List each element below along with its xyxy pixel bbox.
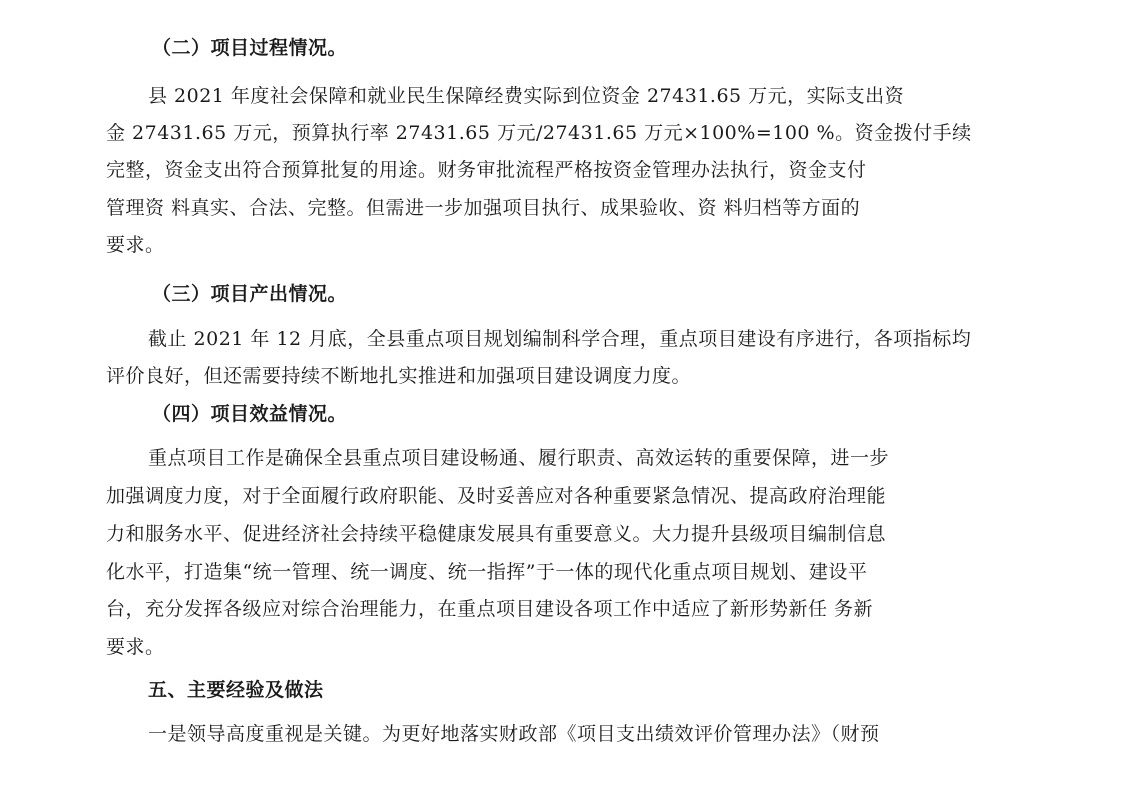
paragraph-line: 要求。	[106, 234, 165, 256]
paragraph-line: 一是领导高度重视是关键。为更好地落实财政部《项目支出绩效评价管理办法》（财预	[148, 723, 880, 745]
paragraph-line: 管理资 料真实、合法、完整。但需进一步加强项目执行、成果验收、资 料归档等方面的	[106, 197, 861, 219]
paragraph-line: 化水平，打造集“统一管理、统一调度、统一指挥”于一体的现代化重点项目规划、建设平	[106, 561, 868, 583]
paragraph-line: 金 27431.65 万元，预算执行率 27431.65 万元/27431.65 万元×100%=100 %。资金拨付手续	[106, 122, 972, 144]
paragraph-line: 台，充分发挥各级应对综合治理能力，在重点项目建设各项工作中适应了新形势新任 务新	[106, 598, 874, 620]
paragraph-line: 力和服务水平、促进经济社会持续平稳健康发展具有重要意义。大力提升县级项目编制信息	[106, 523, 887, 545]
paragraph-line: 评价良好，但还需要持续不断地扎实推进和加强项目建设调度力度。	[106, 365, 692, 387]
paragraph-line: 加强调度力度，对于全面履行政府职能、及时妥善应对各种重要紧急情况、提高政府治理能	[106, 485, 887, 507]
section-heading-benefit: （四）项目效益情况。	[152, 403, 348, 425]
paragraph-line: 截止 2021 年 12 月底，全县重点项目规划编制科学合理，重点项目建设有序进行，各项指标均	[148, 328, 972, 350]
paragraph-line: 重点项目工作是确保全县重点项目建设畅通、履行职责、高效运转的重要保障，进一步	[148, 447, 890, 469]
paragraph-line: 要求。	[106, 636, 165, 658]
section-heading-output: （三）项目产出情况。	[152, 283, 348, 305]
paragraph-line: 县 2021 年度社会保障和就业民生保障经费实际到位资金 27431.65 万元，实际支出资	[148, 85, 905, 107]
section-heading-experience: 五、主要经验及做法	[148, 679, 324, 701]
section-heading-process: （二）项目过程情况。	[152, 37, 348, 59]
paragraph-line: 完整，资金支出符合预算批复的用途。财务审批流程严格按资金管理办法执行，资金支付	[106, 159, 867, 181]
